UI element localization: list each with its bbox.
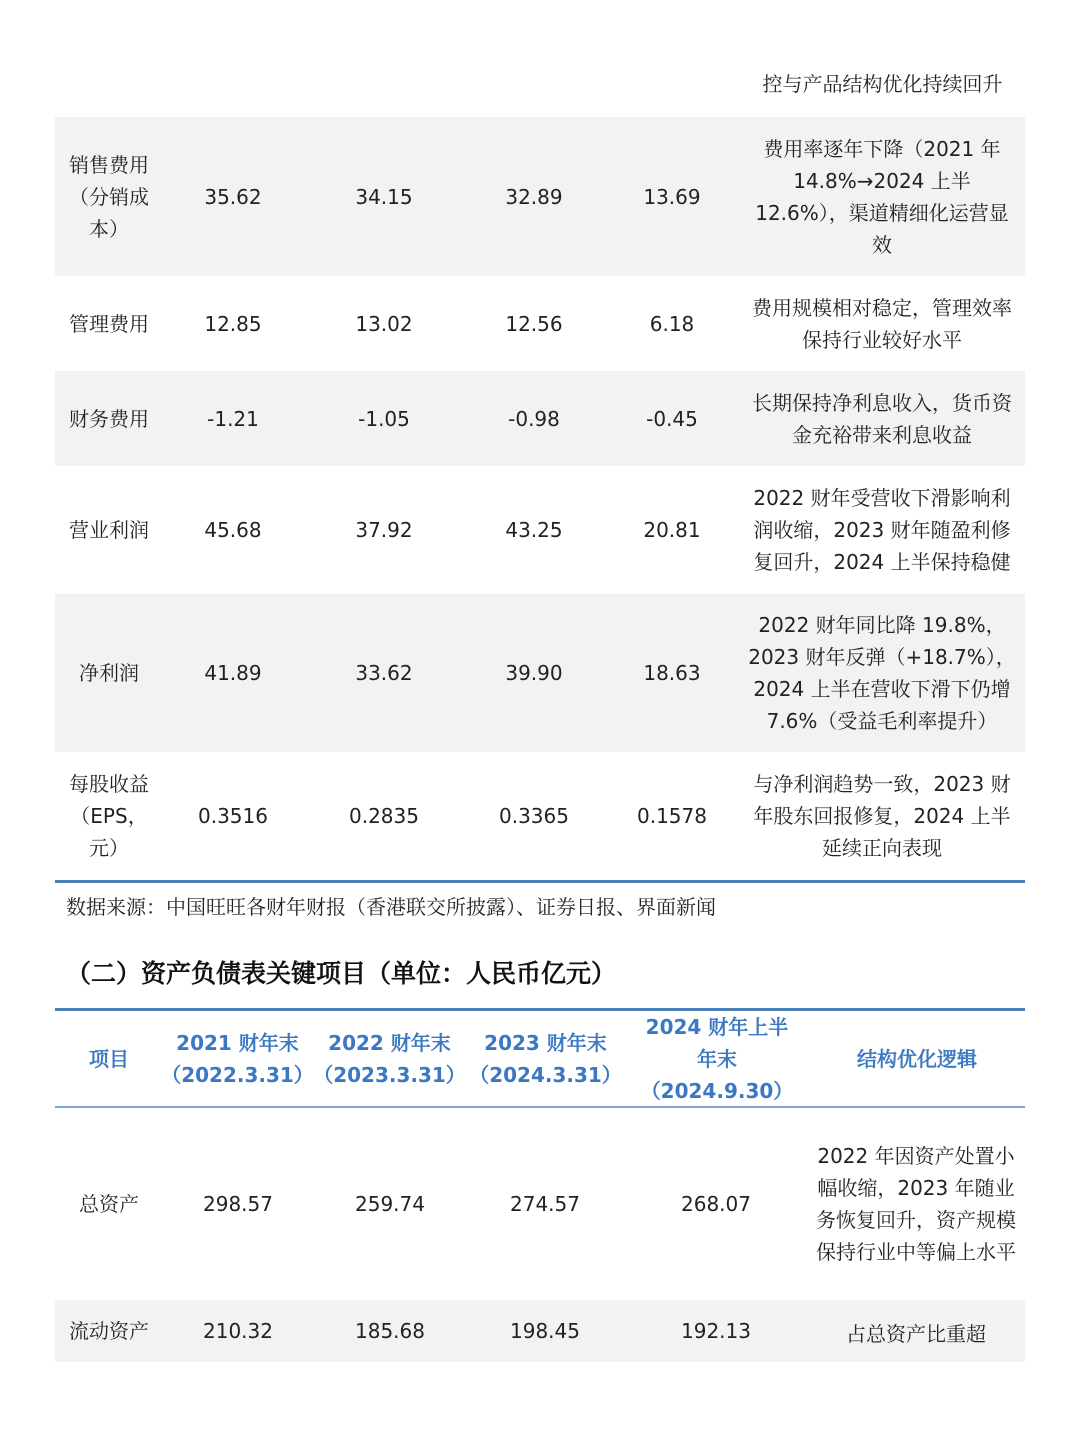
table-cell: 32.89 [505,184,563,209]
row-item-label: 财务费用 [69,406,149,431]
row-item-label: 管理费用 [69,311,149,336]
column-header: 项目 [89,1046,129,1071]
row-item-label: 流动资产 [69,1319,149,1343]
table-cell: 192.13 [681,1319,751,1343]
table-cell: -0.98 [508,406,560,431]
column-header: 2023 财年末（2024.3.31） [469,1030,622,1087]
table-cell: -1.21 [207,406,259,431]
row-note: 2022 年因资产处置小幅收缩，2023 年随业务恢复回升，资产规模保持行业中等偏上水平 [816,1144,1016,1264]
table-cell: 210.32 [203,1319,273,1343]
row-note: 费用率逐年下降（2021 年 14.8%→2024 上半 12.6%），渠道精细化运营显效 [755,136,1009,257]
table-cell: -0.45 [646,406,698,431]
section-heading: （二）资产负债表关键项目（单位：人民币亿元） [66,959,617,988]
table-cell: 13.69 [643,184,701,209]
table-cell: 274.57 [510,1192,580,1216]
table-cell: 298.57 [203,1192,273,1216]
table-cell: 185.68 [355,1319,425,1343]
table-cell: 6.18 [649,311,695,336]
row-note: 2022 财年同比降 19.8%，2023 财年反弹（+18.7%），2024 上半在营收下滑下仍增 7.6%（受益毛利率提升） [748,613,1016,733]
table-cell: 45.68 [204,518,262,542]
table-cell: 34.15 [355,184,413,209]
row-note: 2022 财年受营收下滑影响利润收缩，2023 财年随盈利修复回升，2024 上半保持稳健 [753,486,1011,574]
table-cell: 12.85 [204,311,262,336]
row-note: 与净利润趋势一致，2023 财年股东回报修复，2024 上半延续正向表现 [753,772,1011,860]
table-cell: 198.45 [510,1319,580,1343]
row-item-label: 每股收益（EPS，元） [69,772,149,860]
table-cell: 35.62 [204,184,262,209]
row-item-label: 净利润 [79,661,139,685]
table-cell: 0.3516 [198,804,268,828]
table-cell: 41.89 [204,661,262,685]
row-item-label: 总资产 [79,1192,139,1216]
row-item-label: 营业利润 [69,518,149,542]
table-cell: 0.3365 [499,804,569,828]
table-cell: 12.56 [505,311,563,336]
table-cell: 43.25 [505,518,563,542]
column-header: 2021 财年末（2022.3.31） [161,1030,314,1087]
table-cell: 259.74 [355,1192,425,1216]
continued-note: 控与产品结构优化持续回升 [762,72,1003,96]
table-cell: 39.90 [505,661,563,685]
row-note: 占总资产比重超 [846,1322,986,1346]
table-cell: 18.63 [643,661,701,685]
table-cell: 268.07 [681,1192,751,1216]
table-cell: 37.92 [355,518,413,542]
column-header: 结构优化逻辑 [857,1046,977,1071]
table-cell: 0.1578 [637,804,707,828]
table-cell: 33.62 [355,661,413,685]
table-cell: 0.2835 [349,804,419,828]
table-cell: 13.02 [355,311,413,336]
source-note: 数据来源：中国旺旺各财年财报（香港联交所披露）、证券日报、界面新闻 [66,895,716,919]
table-cell: 20.81 [643,518,701,542]
table-bottom-rule [55,880,1025,883]
row-note: 长期保持净利息收入，货币资金充裕带来利息收益 [752,390,1012,447]
table-cell: -1.05 [358,406,410,431]
row-note: 费用规模相对稳定，管理效率保持行业较好水平 [752,295,1012,352]
column-header: 2024 财年上半年末（2024.9.30） [640,1014,794,1103]
column-header: 2022 财年末（2023.3.31） [313,1030,466,1087]
row-item-label: 销售费用（分销成本） [69,152,149,241]
